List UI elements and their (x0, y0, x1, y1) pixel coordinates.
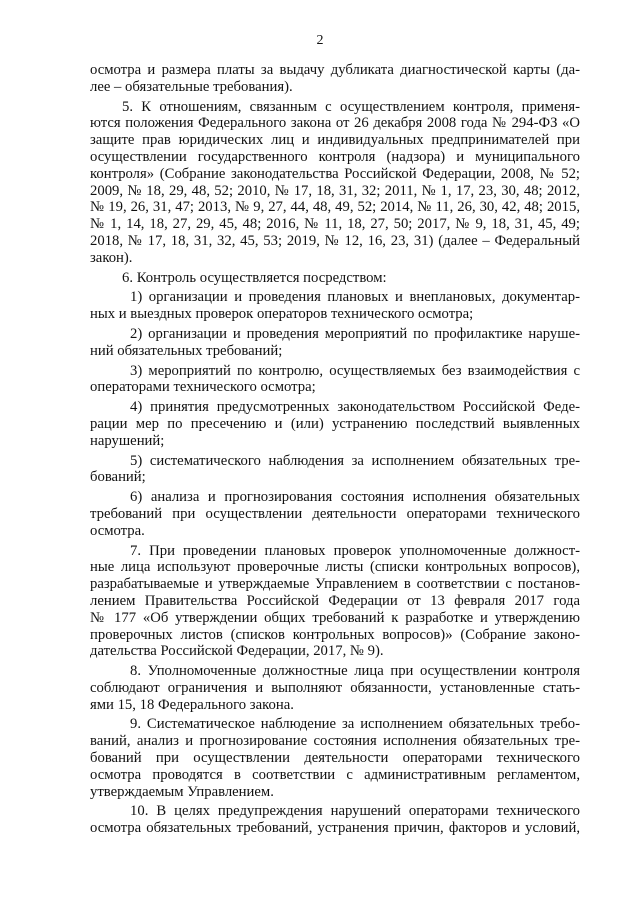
text-line: требований при осуществлении деятельности операторами технического (90, 505, 580, 522)
text-line: ями 15, 18 Федерального закона. (90, 696, 294, 713)
text-line: рации мер по пресечению и (или) устранению последствий выявленных (90, 415, 580, 432)
text-line: 2018, № 17, 18, 31, 32, 45, 53; 2019, № 12, 16, 23, 31) (далее – Федеральный (90, 232, 580, 249)
text-line: лением Правительства Российской Федерации от 13 февраля 2017 года (90, 592, 580, 609)
text-line: соблюдают ограничения и выполняют обязанности, установленные стать- (90, 679, 580, 696)
text-line: 4) принятия предусмотренных законодательством Российской Феде- (130, 399, 580, 416)
text-line: 10. В целях предупреждения нарушений операторами технического (130, 803, 580, 820)
text-line: осмотра обязательных требований, устранения причин, факторов и условий, (90, 820, 580, 837)
text-line: контроля» (Собрание законодательства Российской Федерации, 2008, № 52; (90, 165, 580, 182)
text-line: 5. К отношениям, связанным с осуществлением контроля, применя- (122, 98, 580, 115)
text-line: разрабатываемые и утверждаемые Управлением в соответствии с постанов- (90, 576, 580, 593)
text-line: 2009, № 18, 29, 48, 52; 2010, № 17, 18, 31, 32; 2011, № 1, 17, 23, 30, 48; 2012, (90, 182, 580, 199)
page-number: 2 (316, 33, 324, 48)
text-line: проверочных листов (списков контрольных вопросов)» (Собрание законо- (90, 626, 580, 643)
text-line: 7. При проведении плановых проверок уполномоченные должност- (130, 542, 580, 559)
text-line: № 19, 26, 31, 47; 2013, № 9, 27, 44, 48, 49, 52; 2014, № 11, 26, 30, 42, 48; 2015, (90, 199, 580, 216)
text-line: бований при осуществлении деятельности операторами технического (90, 750, 580, 767)
text-line: лее – обязательные требования). (90, 78, 293, 95)
text-line: 1) организации и проведения плановых и внеплановых, документар- (130, 289, 580, 306)
text-line: бований; (90, 469, 146, 486)
text-line: ные лица используют проверочные листы (списки контрольных вопросов), (90, 559, 580, 576)
text-line: нарушений; (90, 432, 165, 449)
text-line: операторами технического осмотра; (90, 379, 316, 396)
text-line: 9. Систематическое наблюдение за исполнением обязательных требо- (130, 716, 580, 733)
text-line: ных и выездных проверок операторов технического осмотра; (90, 306, 474, 323)
text-line: 2) организации и проведения мероприятий по профилактике наруше- (130, 325, 580, 342)
text-line: № 177 «Об утверждении общих требований к разработке и утверждению (90, 609, 580, 626)
text-line: дательства Российской Федерации, 2017, № 9). (90, 643, 384, 660)
text-line: закон). (90, 249, 133, 266)
text-line: 5) систематического наблюдения за исполнением обязательных тре- (130, 452, 580, 469)
text-line: осмотра. (90, 522, 145, 539)
text-line: ваний, анализ и прогнозирование состояния исполнения обязательных тре- (90, 733, 580, 750)
document-body (90, 62, 580, 837)
text-line: ются положения Федерального закона от 26 декабря 2008 года № 294-ФЗ «О (90, 115, 580, 132)
text-line: 6. Контроль осуществляется посредством: (122, 269, 387, 286)
text-line: 3) мероприятий по контролю, осуществляемых без взаимодействия с (130, 362, 580, 379)
text-line: утверждаемым Управлением. (90, 783, 274, 800)
text-line: осмотра проводятся в соответствии с административным регламентом, (90, 766, 580, 783)
text-line: 6) анализа и прогнозирования состояния исполнения обязательных (130, 489, 580, 506)
text-line: 8. Уполномоченные должностные лица при осуществлении контроля (130, 663, 580, 680)
text-line: ний обязательных требований; (90, 342, 283, 359)
text-line: № 1, 14, 18, 27, 29, 45, 48; 2016, № 11, 18, 27, 50; 2017, № 9, 18, 31, 45, 49; (90, 216, 580, 233)
text-line: осмотра и размера платы за выдачу дубликата диагностической карты (да- (90, 62, 580, 78)
text-line: защите прав юридических лиц и индивидуальных предпринимателей при (90, 132, 580, 149)
text-line: осуществлении государственного контроля (надзора) и муниципального (90, 148, 580, 165)
